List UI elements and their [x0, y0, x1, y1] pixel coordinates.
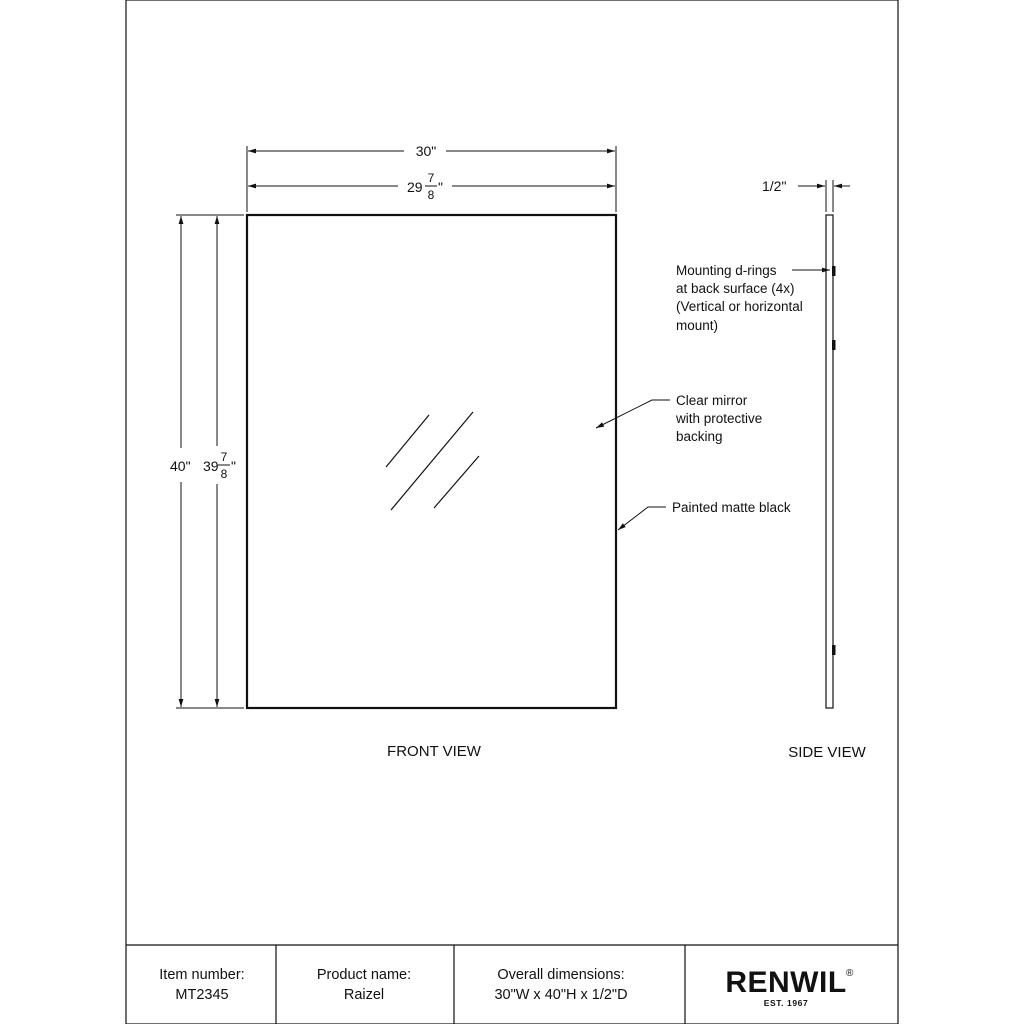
callout-d-rings	[676, 263, 830, 333]
front-view	[170, 143, 616, 760]
dim-inner-height-numerator: 7	[220, 450, 228, 464]
dim-depth-label: 1/2"	[762, 178, 787, 194]
overall-dimensions-value: 30"W x 40"H x 1/2"D	[494, 987, 628, 1003]
brand-established: EST. 1967	[763, 998, 809, 1008]
dim-inner-height-denominator: 8	[220, 467, 228, 481]
brand-name: RENWIL	[725, 966, 847, 999]
front-view-label: FRONT VIEW	[387, 743, 481, 760]
product-name-label: Product name:	[316, 967, 412, 983]
dim-inner-width-mark: "	[438, 179, 443, 195]
dim-inner-height-whole: 39	[203, 458, 219, 474]
item-number-label: Item number:	[159, 967, 245, 983]
dim-inner-height-mark: "	[231, 458, 236, 474]
callout-d-rings-line-2: at back surface (4x)	[676, 281, 795, 296]
brand-registered-mark: ®	[846, 968, 854, 979]
callout-mirror-line-3: backing	[676, 429, 723, 444]
callout-d-rings-line-1: Mounting d-rings	[676, 263, 777, 278]
renwil-logo	[725, 966, 854, 1008]
callout-frame	[618, 500, 791, 530]
dim-inner-width	[248, 171, 615, 202]
callout-frame-line-1: Painted matte black	[672, 500, 791, 515]
callout-mirror	[596, 393, 762, 444]
callout-mirror-line-1: Clear mirror	[676, 393, 748, 408]
overall-dimensions-label: Overall dimensions:	[497, 967, 625, 983]
title-block	[126, 945, 898, 1024]
dim-overall-width-label: 30"	[415, 143, 437, 159]
callout-d-rings-line-4: mount)	[676, 318, 719, 333]
side-view	[762, 178, 867, 761]
dim-inner-width-denominator: 8	[427, 188, 435, 202]
dim-inner-width-whole: 29	[407, 179, 423, 195]
d-ring-lower	[832, 645, 836, 655]
dim-inner-height-label	[203, 450, 236, 481]
side-profile	[826, 215, 833, 708]
d-ring-top	[832, 266, 836, 276]
side-view-label: SIDE VIEW	[788, 744, 866, 761]
item-number-value: MT2345	[175, 987, 229, 1003]
product-name-value: Raizel	[343, 987, 385, 1003]
callout-mirror-line-2: with protective	[676, 411, 763, 426]
d-ring-upper	[832, 340, 836, 350]
dim-overall-height-label: 40"	[170, 458, 191, 474]
dim-depth	[762, 178, 850, 212]
dim-inner-width-numerator: 7	[427, 171, 435, 185]
mirror-glare-lines	[386, 412, 479, 510]
callout-d-rings-line-3: (Vertical or horizontal	[676, 299, 803, 314]
